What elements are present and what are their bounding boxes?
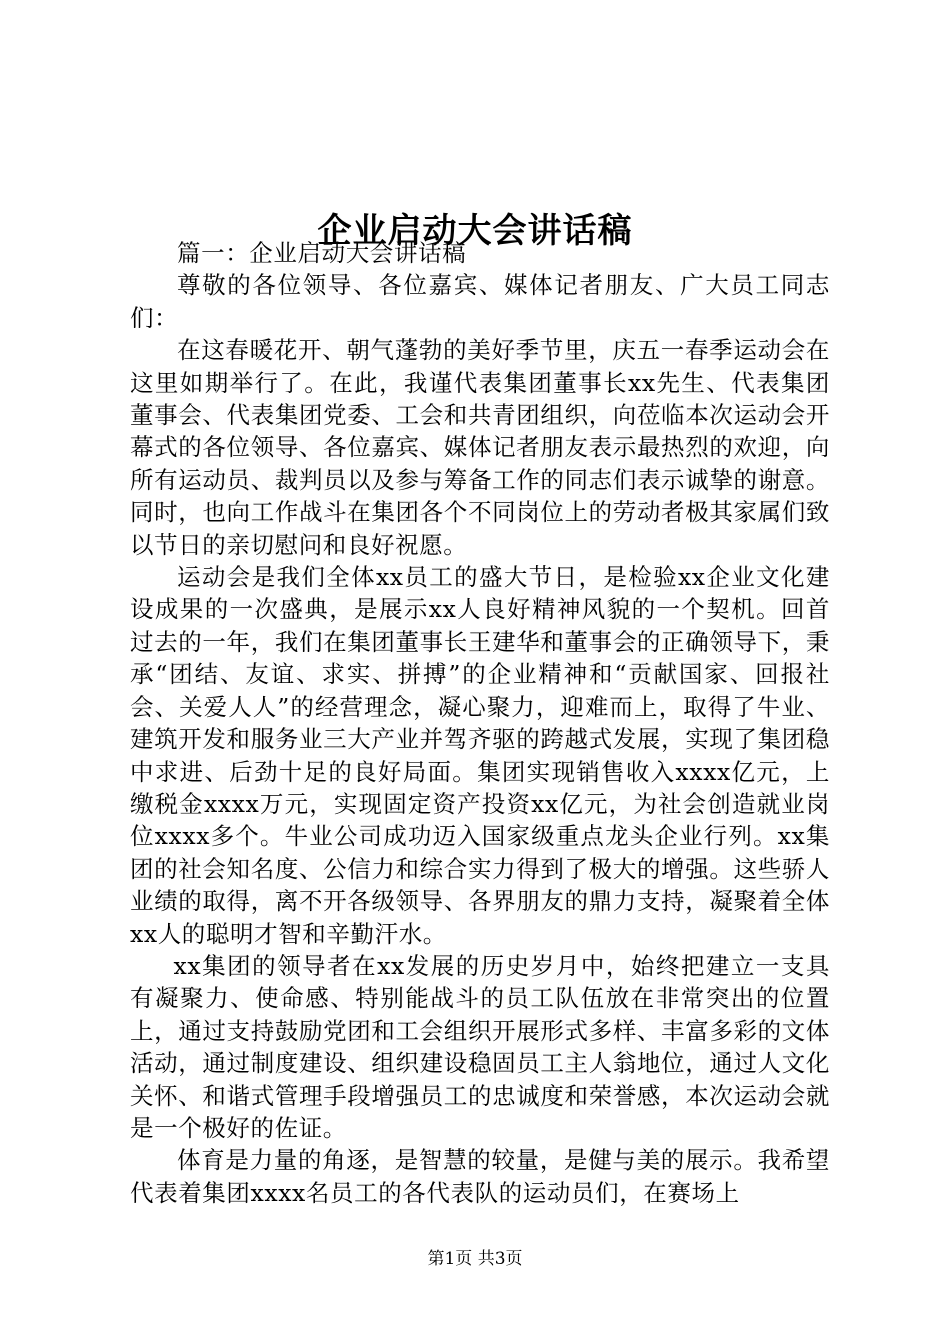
paragraph-welcome: 在这春暖花开、朝气蓬勃的美好季节里，庆五一春季运动会在这里如期举行了。在此，我谨代表集团董事长xx先生、代表集团董事会、代表集团党委、工会和共青团组织，向莅临本次运动会开幕式的各位领导、各位嘉宾、媒体记者朋友表示最热烈的欢迎，向所有运动员、裁判员以及参与筹备工作的同志们表示诚挚的谢意。同时，也向工作战斗在集团各个不同岗位上的劳动者极其家属们致以节日的亲切慰问和良好祝愿。 bbox=[130, 336, 830, 559]
page-footer: 第1页 共3页 bbox=[427, 1249, 523, 1269]
paragraph-achievements: 运动会是我们全体xx员工的盛大节日，是检验xx企业文化建设成果的一次盛典，是展示xx人良好精神风貌的一个契机。回首过去的一年，我们在集团董事长王建华和董事会的正确领导下，秉承“团结、友谊、求实、拼搏”的企业精神和“贡献国家、回报社会、关爱人人”的经营理念，凝心聚力，迎难而上，取得了牛业、建筑开发和服务业三大产业并驾齐驱的跨越式发展，实现了集团稳中求进、后劲十足的良好局面。集团实现销售收入xxxx亿元，上缴税金xxxx万元，实现固定资产投资xx亿元，为社会创造就业岗位xxxx多个。牛业公司成功迈入国家级重点龙头企业行列。xx集团的社会知名度、公信力和综合实力得到了极大的增强。这些骄人业绩的取得，离不开各级领导、各界朋友的鼎力支持，凝聚着全体xx人的聪明才智和辛勤汗水。 bbox=[130, 563, 830, 948]
paragraph-salutation: 尊敬的各位领导、各位嘉宾、媒体记者朋友、广大员工同志们： bbox=[130, 271, 830, 332]
paragraph-leadership: xx集团的领导者在xx发展的历史岁月中，始终把建立一支具有凝聚力、使命感、特别能战斗的员工队伍放在非常突出的位置上，通过支持鼓励党团和工会组织开展形式多样、丰富多彩的文体活动，通过制度建设、组织建设稳固员工主人翁地位，通过人文化关怀、和谐式管理手段增强员工的忠诚度和荣誉感，本次运动会就是一个极好的佐证。 bbox=[130, 951, 830, 1142]
paragraph-section-heading: 篇一：企业启动大会讲话稿 bbox=[177, 239, 467, 267]
document-body bbox=[130, 237, 830, 1209]
document-title: 企业启动大会讲话稿 bbox=[317, 210, 633, 251]
paragraph-sports: 体育是力量的角逐，是智慧的较量，是健与美的展示。我希望代表着集团xxxx名员工的各代表队的运动员们，在赛场上 bbox=[130, 1146, 830, 1207]
